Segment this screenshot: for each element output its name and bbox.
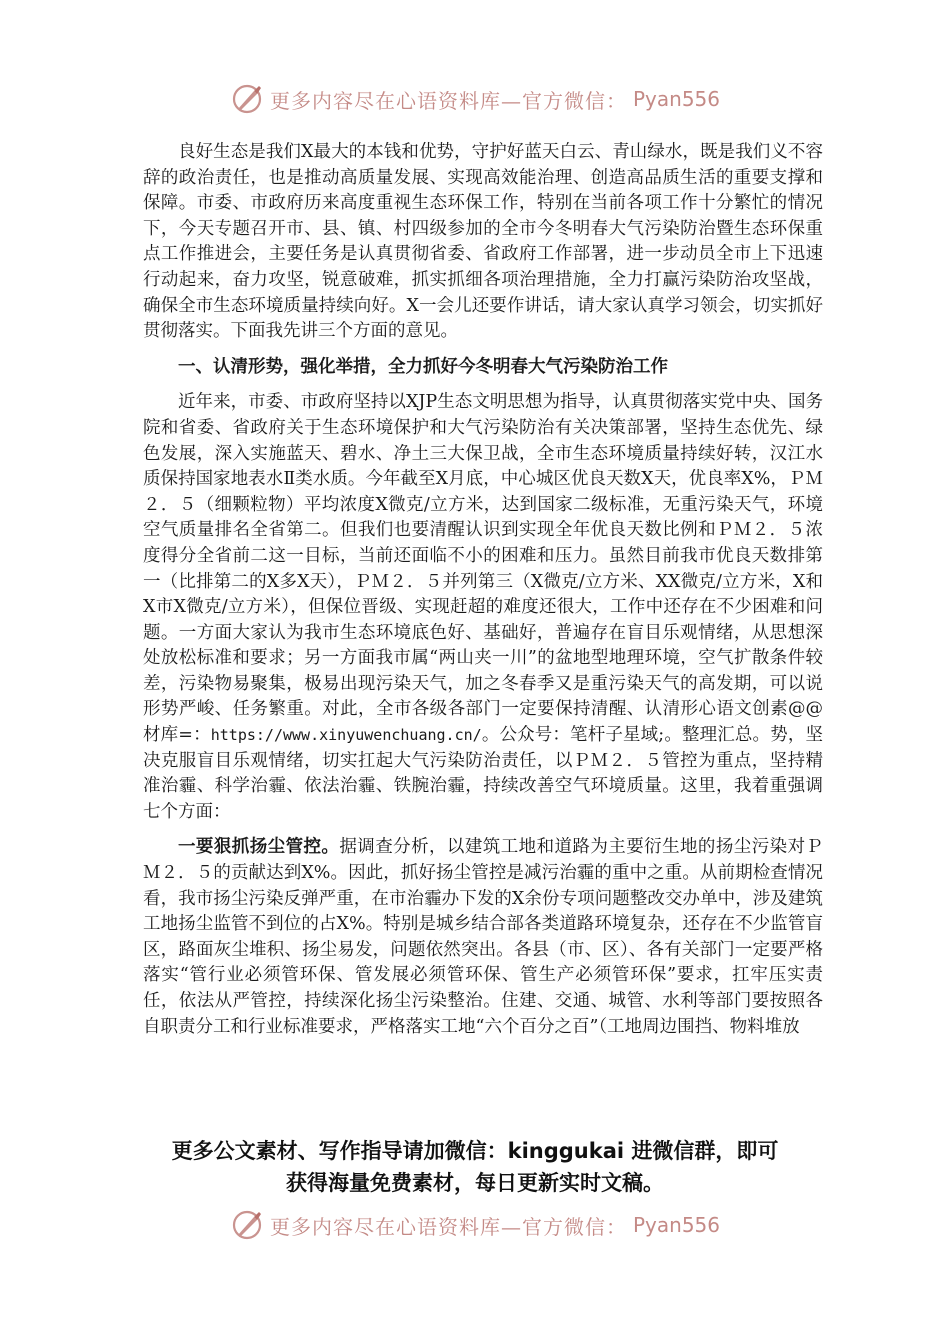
situation-paragraph: [143, 390, 823, 825]
watermark-wechat-id: Pyan556: [632, 1213, 720, 1237]
dust-control-body: 据调查分析，以建筑工地和道路为主要衍生地的扬尘污染对ＰＭ２．５的贡献达到X%。因此，抓好扬尘管控是减污治霾的重中之重。从前期检查情况看，我市扬尘污染反弹严重，在市治霾办下发的X余份专项问题整改交办单中，涉及建筑工地扬尘监管不到位的占X%。特别是城乡结合部各类道路环境复杂，还存在不少监管盲区，路面灰尘堆积、扬尘易发，问题依然突出。各县（市、区）、各有关部门一定要严格落实“管行业必须管环保、管发展必须管环保、管生产必须管环保”要求，扛牢压实责任，依法从严管控，持续深化扬尘污染整治。住建、交通、城管、水利等部门要按照各自职责分工和行业标准要求，严格落实工地“六个百分之百”（工地周边围挡、物料堆放: [143, 837, 824, 1037]
dust-control-paragraph: [143, 835, 823, 1040]
promo-line-1: 更多公文素材、写作指导请加微信：kinggukai 进微信群，即可: [171, 1139, 779, 1163]
watermark-footer: [0, 1208, 950, 1242]
intro-paragraph: 良好生态是我们X最大的本钱和优势，守护好蓝天白云、青山绿水，既是我们义不容辞的政治责任，也是推动高质量发展、实现高效能治理、创造高品质生活的重要支撑和保障。市委、市政府历来高度重视生态环保工作，特别在当前各项工作十分繁忙的情况下，今天专题召开市、县、镇、村四级参加的全市今冬明春大气污染防治暨生态环保重点工作推进会，主要任务是认真贯彻省委、省政府工作部署，进一步动员全市上下迅速行动起来，奋力攻坚，锐意破难，抓实抓细各项治理措施，全力打赢污染防治攻坚战，确保全市生态环境质量持续向好。X一会儿还要作讲话，请大家认真学习领会，切实抓好贯彻落实。下面我先讲三个方面的意见。: [143, 142, 823, 342]
document-body: [143, 140, 823, 1040]
situation-text-1: 近年来，市委、市政府坚持以XJP生态文明思想为指导，认真贯彻落实党中央、国务院和省委、省政府关于生态环境保护和大气污染防治有关决策部署，坚持生态优先、绿色发展，深入实施蓝天、碧水、净土三大保卫战，全市生态环境质量持续好转，汉江水质保持国家地表水Ⅱ类水质。今年截至X月底，中心城区优良天数X天，优良率X%，ＰＭ２．５（细颗粒物）平均浓度X微克/立方米，达到国家二级标准，无重污染天气，环境空气质量排名全省第二。但我们也要清醒认识到实现全年优良天数比例和ＰＭ２．５浓度得分全省前二这一目标，当前还面临不小的困难和压力。虽然目前我市优良天数排第一（比排第二的X多X天），ＰＭ２．５并列第三（X微克/立方米、XX微克/立方米，X和X市X微克/立方米），但保位晋级、实现赶超的难度还很大，工作中还存在不少困难和问题。一方面大家认为我市生态环境底色好、基础好，普遍存在盲目乐观情绪，从思想深处放松标准和要求；另一方面我市属“两山夹一川”的盆地型地理环境，空气扩散条件较差，污染物易聚集，极易出现污染天气，加之冬春季又是重污染天气的高发期，可以说形势严峻、任务繁重。对此，全市各级各部门一定要保持清醒、认清形心语文创素@@材库=：: [143, 392, 823, 746]
watermark-header: [0, 82, 950, 116]
section-heading: 一、认清形势，强化举措，全力抓好今冬明春大气污染防治工作: [178, 356, 668, 377]
dust-control-lead: 一要狠抓扬尘管控。: [178, 837, 340, 858]
watermark-text: 更多内容尽在心语资料库—官方微信：: [269, 88, 627, 113]
quill-pen-icon: [230, 1208, 264, 1242]
promo-banner: [0, 1135, 950, 1199]
watermark-text: 更多内容尽在心语资料库—官方微信：: [269, 1214, 627, 1239]
watermark-wechat-id: Pyan556: [632, 87, 720, 111]
source-url-link[interactable]: https://www.xinyuwenchuang.cn/: [210, 726, 482, 745]
promo-line-2: 获得海量免费素材，每日更新实时文稿。: [286, 1171, 664, 1195]
situation-text-2: 。公众号：笔杆子星域;。整理汇总。势，坚决克服盲目乐观情绪，切实扛起大气污染防治责任，以ＰＭ２．５管控为重点，坚持精准治霾、科学治霾、依法治霾、铁腕治霾，持续改善空气环境质量。这里，我着重强调七个方面：: [143, 725, 823, 822]
quill-pen-icon: [230, 82, 264, 116]
